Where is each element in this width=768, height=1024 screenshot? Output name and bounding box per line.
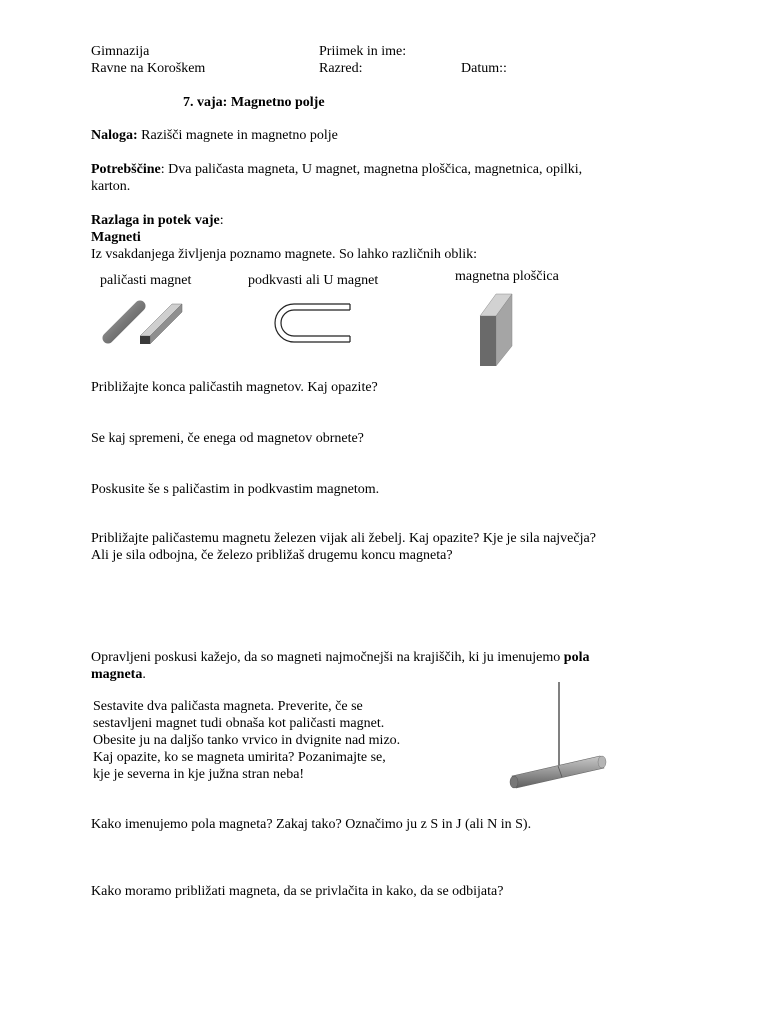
horseshoe-magnet-illustration (266, 300, 356, 346)
question-5: Kako imenujemo pola magneta? Zakaj tako? Označimo ju z S in J (ali N in S). (91, 817, 532, 832)
cylinder-magnet (108, 306, 140, 338)
materials-label: Potrebščine (91, 162, 161, 177)
school-location: Ravne na Koroškem (91, 61, 206, 76)
question-3: Poskusite še s paličastim in podkvastim magnetom. (91, 482, 380, 497)
magnets-heading: Magneti (91, 230, 141, 245)
poles-end: . (142, 667, 146, 682)
task-text: Razišči magnete in magnetno polje (137, 128, 338, 143)
magnets-intro: Iz vsakdanjega življenja poznamo magnete. So lahko različnih oblik: (91, 247, 478, 262)
assemble-line2: sestavljeni magnet tudi obnaša kot paličasti magnet. (93, 716, 385, 731)
question-4-line1: Približajte paličastemu magnetu železen vijak ali žebelj. Kaj opazite? Kje je sila največja? (91, 531, 596, 546)
materials-line2: karton. (91, 179, 131, 194)
date-label: Datum:: (461, 61, 507, 76)
procedure-label: Razlaga in potek vaje (91, 213, 220, 228)
procedure-heading (91, 212, 224, 229)
class-label: Razred: (319, 61, 363, 76)
plate-magnet-label: magnetna ploščica (455, 269, 559, 284)
surname-label: Priimek in ime: (319, 44, 407, 59)
procedure-colon: : (219, 213, 224, 228)
plate-magnet-illustration (472, 290, 518, 370)
suspended-magnets-illustration (506, 680, 610, 790)
assemble-line4: Kaj opazite, ko se magneta umirita? Pozanimajte se, (93, 750, 386, 765)
poles-paragraph-line1 (91, 649, 589, 666)
poles-text: Opravljeni poskusi kažejo, da so magneti najmočnejši na krajiščih, ki ju imenujemo (91, 650, 564, 665)
task-label: Naloga: (91, 128, 138, 143)
page-title: 7. vaja: Magnetno polje (183, 95, 325, 110)
school-name: Gimnazija (91, 44, 150, 59)
horseshoe-magnet-label: podkvasti ali U magnet (248, 273, 379, 288)
poles-term: pola (563, 650, 590, 665)
poles-paragraph-line2 (91, 666, 146, 683)
bar-magnet-label: paličasti magnet (100, 273, 192, 288)
assemble-line1: Sestavite dva paličasta magneta. Preverite, če se (93, 699, 363, 714)
question-4-line2: Ali je sila odbojna, če železo približaš drugemu koncu magneta? (91, 548, 453, 563)
square-bar-magnet (140, 304, 182, 344)
assemble-line3: Obesite ju na daljšo tanko vrvico in dvignite nad mizo. (93, 733, 401, 748)
assemble-line5: kje je severna in kje južna stran neba! (93, 767, 305, 782)
materials-paragraph (91, 161, 582, 178)
question-1: Približajte konca paličastih magnetov. Kaj opazite? (91, 380, 378, 395)
task-paragraph (91, 127, 338, 144)
question-2: Se kaj spremeni, če enega od magnetov obrnete? (91, 431, 364, 446)
poles-term-2: magneta (91, 667, 143, 682)
materials-line1: : Dva paličasta magneta, U magnet, magnetna ploščica, magnetnica, opilki, (160, 162, 583, 177)
bar-magnets-illustration (98, 296, 190, 350)
joined-bar-magnets (510, 756, 606, 788)
question-6: Kako moramo približati magneta, da se privlačita in kako, da se odbijata? (91, 884, 504, 899)
